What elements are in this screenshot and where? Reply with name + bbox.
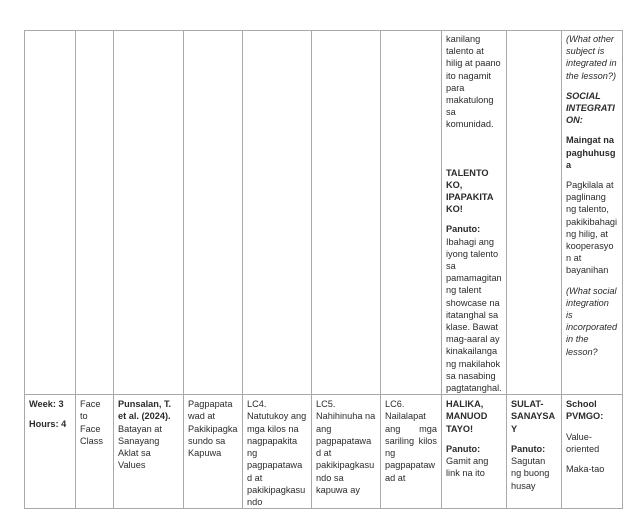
integration-title: Maingat na paghuhusga bbox=[566, 135, 616, 170]
lesson-plan-table bbox=[24, 30, 623, 509]
assessment-instructions-label: Panuto: bbox=[511, 443, 546, 454]
cell-week3-integration bbox=[562, 395, 623, 509]
instructions-label: Panuto: bbox=[446, 224, 481, 235]
pvmgo-line2: Maka-tao bbox=[566, 464, 605, 475]
cell-week bbox=[25, 395, 76, 509]
cell-week3-activity bbox=[442, 395, 507, 509]
week-label: Week: 3 bbox=[29, 399, 64, 410]
cell-topic bbox=[184, 395, 243, 509]
lc4-text: LC4. Natutukoy ang mga kilos na nagpapakita ng pagpapatawad at pakikipagkasundo bbox=[247, 399, 307, 507]
week3-activity-instructions bbox=[446, 443, 502, 480]
cell-lc4 bbox=[243, 395, 312, 509]
cell-reference bbox=[114, 395, 184, 509]
social-integration-label: SOCIAL INTEGRATION: bbox=[566, 90, 615, 126]
lc5-text: LC5. Nahihinuha na ang pagpapatawad at pakikipagkasundo sa kapuwa ay bbox=[316, 399, 376, 495]
reference-title: Batayan at Sanayang Aklat sa Values bbox=[118, 423, 162, 471]
integration-question-subject: (What other subject is integrated in the lesson?) bbox=[566, 34, 617, 81]
cell-lc5 bbox=[312, 395, 381, 509]
integration-question-social: (What social integration is incorporated in the lesson? bbox=[566, 285, 618, 357]
instructions-text: Ibahagi ang iyong talento sa pamamagitan ng talent showcase na itatanghal sa klase. Bawat mag-aaral ay kinakailangang makilahok sa nasabing pagtatanghal. bbox=[446, 236, 502, 394]
week3-instructions-text: Gamit ang link na ito bbox=[446, 456, 489, 479]
hours-label: Hours: 4 bbox=[29, 419, 67, 430]
cell-activity bbox=[442, 31, 507, 395]
cell-lc-a-empty bbox=[243, 31, 312, 395]
cell-lc-b-empty bbox=[312, 31, 381, 395]
assessment-instructions-text: Sagutan ng buong husay bbox=[511, 456, 550, 491]
cell-assessment-empty bbox=[507, 31, 562, 395]
table-row-week-3 bbox=[25, 395, 623, 509]
cell-week3-assessment bbox=[507, 395, 562, 509]
assessment-title: SULAT-SANAYSAY bbox=[511, 399, 556, 434]
cell-integration bbox=[562, 31, 623, 395]
activity-intro-text: kanilang talento at hilig at paano ito nagamit para makatulong sa komunidad. bbox=[446, 34, 501, 130]
cell-modality bbox=[76, 395, 114, 509]
activity-title: TALENTO KO, IPAPAKITA KO! bbox=[446, 167, 494, 215]
lc6-text: LC6. Nailalapat ang mga sariling kilos ng pagpapatawad at bbox=[385, 399, 437, 483]
integration-text: Pagkilala at paglinang ng talento, pakikibahagi ng hilig, at kooperasyon at bayanihan bbox=[566, 180, 618, 276]
pvmgo-line1: Value-oriented bbox=[566, 431, 600, 454]
week3-activity-title: HALIKA, MANUOD TAYO! bbox=[446, 399, 488, 434]
cell-lc6 bbox=[381, 395, 442, 509]
activity-instructions bbox=[446, 223, 502, 394]
week3-instructions-label: Panuto: bbox=[446, 443, 481, 454]
pvmgo-title: School PVMGO: bbox=[566, 399, 604, 422]
cell-modality-empty bbox=[76, 31, 114, 395]
table-row-continued bbox=[25, 31, 623, 395]
modality-text: Face to Face Class bbox=[80, 399, 103, 446]
cell-reference-empty bbox=[114, 31, 184, 395]
topic-text: Pagpapatawad at Pakikipagkasundo sa Kapuwa bbox=[188, 399, 238, 459]
cell-topic-empty bbox=[184, 31, 243, 395]
reference-author: Punsalan, T. et al. (2024). bbox=[118, 399, 172, 422]
cell-week-empty bbox=[25, 31, 76, 395]
cell-lc-c-empty bbox=[381, 31, 442, 395]
